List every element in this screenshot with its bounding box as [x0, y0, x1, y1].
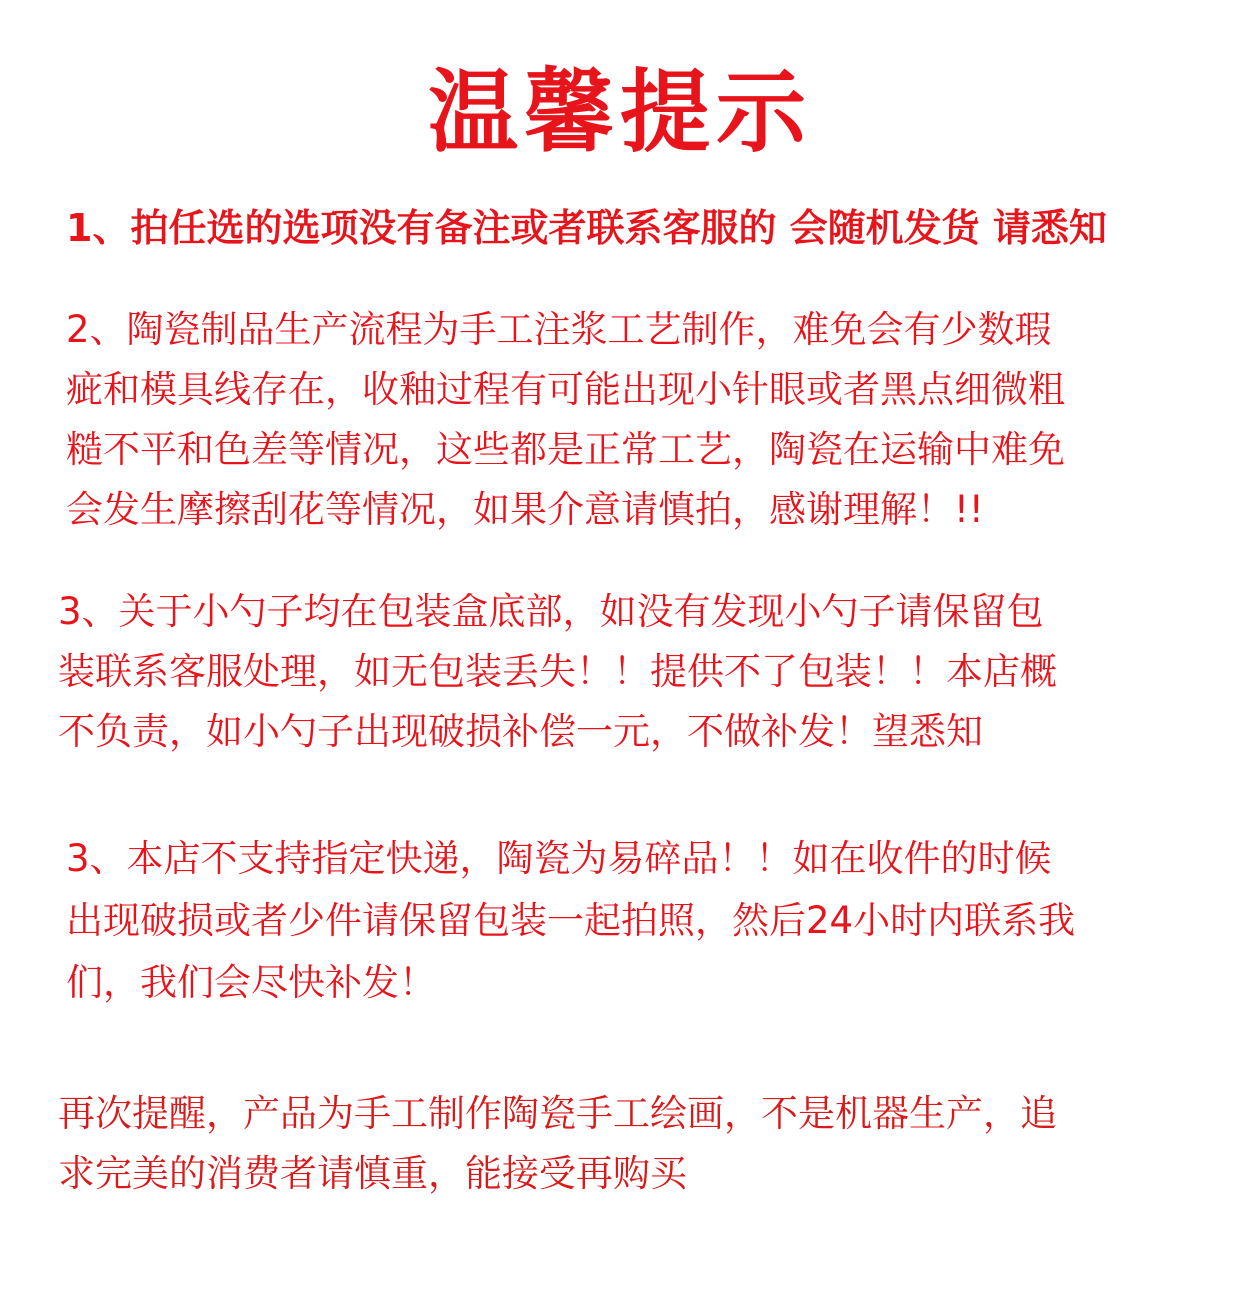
notice-random-shipping: 1、拍任选的选项没有备注或者联系客服的 会随机发货 请悉知	[66, 206, 1107, 250]
page-title: 温馨提示	[428, 60, 812, 165]
notice-handmade-defects: 2、陶瓷制品生产流程为手工注浆工艺制作，难免会有少数瑕 疵和模具线存在，收釉过程有可能出现小针眼或者黑点细微粗 糙不平和色差等情况，这些都是正常工艺，陶瓷在运输中难免 会发生摩擦刮花等情况，如果介意请慎拍，感谢理解！!!	[66, 308, 1065, 531]
notice-spoon-packaging: 3、关于小勺子均在包装盒底部，如没有发现小勺子请保留包 装联系客服处理，如无包装丢失！！提供不了包装！！本店概 不负责，如小勺子出现破损补偿一元，不做补发！望悉知	[58, 590, 1057, 753]
notice-shipping-damage: 3、本店不支持指定快递，陶瓷为易碎品！！如在收件的时候 出现破损或者少件请保留包装一起拍照，然后24小时内联系我 们，我们会尽快补发！	[66, 837, 1076, 1004]
notice-reminder: 再次提醒，产品为手工制作陶瓷手工绘画，不是机器生产，追 求完美的消费者请慎重，能接受再购买	[58, 1092, 1057, 1195]
